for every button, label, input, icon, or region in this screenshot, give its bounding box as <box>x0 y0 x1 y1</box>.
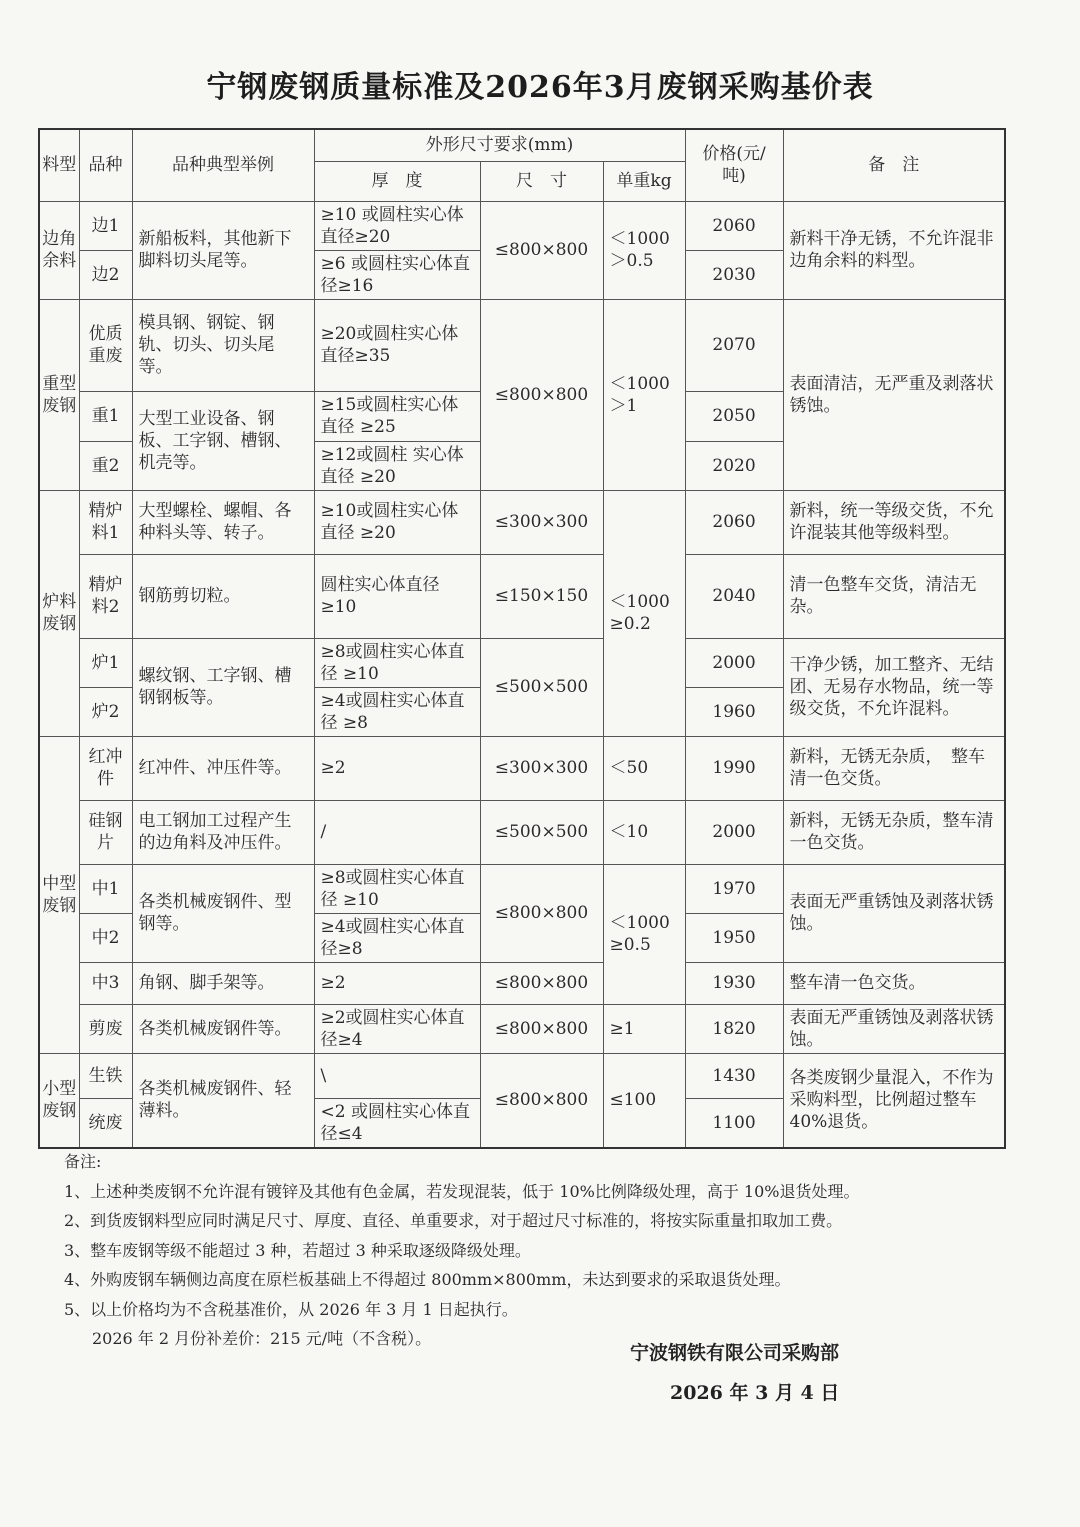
price-cell: 1820 <box>685 1004 783 1053</box>
thickness-cell: ≥12或圆柱 实心体直径 ≥20 <box>314 441 480 490</box>
unit-weight-cell: ＜50 <box>603 736 685 800</box>
remark-cell: 表面无严重锈蚀及剥落状锈蚀。 <box>783 864 1005 962</box>
header-row <box>39 129 1005 161</box>
size-cell: ≤800×800 <box>480 299 603 490</box>
unit-weight-cell: ＜1000 ＞0.5 <box>603 201 685 299</box>
price-cell: 2060 <box>685 490 783 554</box>
unit-weight-cell: ≥1 <box>603 1004 685 1053</box>
page-title: 宁钢废钢质量标准及2026年3月废钢采购基价表 <box>206 70 874 105</box>
size-cell: ≤800×800 <box>480 864 603 962</box>
thickness-cell: ≥10 或圆柱实心体直径≥20 <box>314 201 480 250</box>
examples-cell: 模具钢、钢锭、钢轨、切头、切头尾等。 <box>132 299 314 391</box>
thickness-cell: ≥4或圆柱实心体直径≥8 <box>314 913 480 962</box>
variety-cell: 中1 <box>79 864 132 913</box>
thickness-cell: ≥15或圆柱实心体直径 ≥25 <box>314 391 480 441</box>
price-cell: 2050 <box>685 391 783 441</box>
thickness-cell: ≥8或圆柱实心体直径 ≥10 <box>314 864 480 913</box>
variety-cell: 硅钢片 <box>79 800 132 864</box>
category-cell: 中型废钢 <box>39 736 79 1053</box>
remark-cell: 干净少锈，加工整齐、无结团、无易存水物品，统一等级交货，不允许混料。 <box>783 638 1005 736</box>
table-row <box>39 638 1005 687</box>
thickness-cell: <2 或圆柱实心体直径≤4 <box>314 1098 480 1148</box>
price-cell: 1970 <box>685 864 783 913</box>
price-cell: 2020 <box>685 441 783 490</box>
unit-weight-cell: ＜1000 ≥0.2 <box>603 490 685 736</box>
unit-weight-cell: ＜10 <box>603 800 685 864</box>
category-cell: 边角余料 <box>39 201 79 299</box>
examples-cell: 钢筋剪切粒。 <box>132 554 314 638</box>
table-row <box>39 800 1005 864</box>
size-cell: ≤150×150 <box>480 554 603 638</box>
note-item: 3、整车废钢等级不能超过 3 种，若超过 3 种采取逐级降级处理。 <box>64 1240 531 1260</box>
thickness-cell: ≥2 <box>314 736 480 800</box>
remark-cell: 表面清洁，无严重及剥落状锈蚀。 <box>783 299 1005 490</box>
thickness-cell: / <box>314 800 480 864</box>
table-row <box>39 736 1005 800</box>
variety-cell: 边2 <box>79 250 132 299</box>
table-row <box>39 1053 1005 1098</box>
examples-cell: 各类机械废钢件、型钢等。 <box>132 864 314 962</box>
size-cell: ≤800×800 <box>480 1004 603 1053</box>
remark-cell: 新料干净无锈，不允许混非边角余料的料型。 <box>783 201 1005 299</box>
size-cell: ≤500×500 <box>480 800 603 864</box>
thickness-cell: ≥6 或圆柱实心体直径≥16 <box>314 250 480 299</box>
thickness-cell: ≥8或圆柱实心体直径 ≥10 <box>314 638 480 687</box>
notes-heading: 备注: <box>64 1152 102 1171</box>
header-size: 尺 寸 <box>480 161 603 201</box>
signature-date: 2026 年 3 月 4 日 <box>670 1382 840 1404</box>
price-cell: 1990 <box>685 736 783 800</box>
remark-cell: 各类废钢少量混入，不作为采购料型，比例超过整车40%退货。 <box>783 1053 1005 1148</box>
variety-cell: 优质重废 <box>79 299 132 391</box>
variety-cell: 统废 <box>79 1098 132 1148</box>
unit-weight-cell: ≤100 <box>603 1053 685 1148</box>
variety-cell: 中3 <box>79 962 132 1004</box>
examples-cell: 红冲件、冲压件等。 <box>132 736 314 800</box>
table-row <box>39 864 1005 913</box>
variety-cell: 炉1 <box>79 638 132 687</box>
variety-cell: 边1 <box>79 201 132 250</box>
examples-cell: 大型螺栓、螺帽、各种料头等、转子。 <box>132 490 314 554</box>
price-cell: 1960 <box>685 687 783 736</box>
variety-cell: 重2 <box>79 441 132 490</box>
size-cell: ≤300×300 <box>480 490 603 554</box>
variety-cell: 精炉料1 <box>79 490 132 554</box>
header-unit-weight: 单重kg <box>603 161 685 201</box>
remark-cell: 清一色整车交货，清洁无杂。 <box>783 554 1005 638</box>
price-cell: 2040 <box>685 554 783 638</box>
thickness-cell: ≥2或圆柱实心体直径≥4 <box>314 1004 480 1053</box>
header-thickness: 厚 度 <box>314 161 480 201</box>
variety-cell: 精炉料2 <box>79 554 132 638</box>
size-cell: ≤300×300 <box>480 736 603 800</box>
variety-cell: 剪废 <box>79 1004 132 1053</box>
size-cell: ≤800×800 <box>480 201 603 299</box>
category-cell: 小型废钢 <box>39 1053 79 1148</box>
price-cell: 1930 <box>685 962 783 1004</box>
table-row <box>39 554 1005 638</box>
price-cell: 2060 <box>685 201 783 250</box>
header-remark: 备 注 <box>783 129 1005 201</box>
price-cell: 1100 <box>685 1098 783 1148</box>
notes-section <box>64 1147 1024 1354</box>
category-cell: 炉料废钢 <box>39 490 79 736</box>
size-cell: ≤800×800 <box>480 962 603 1004</box>
examples-cell: 大型工业设备、钢板、工字钢、槽钢、机壳等。 <box>132 391 314 490</box>
header-price: 价格(元/吨) <box>685 129 783 201</box>
note-item: 4、外购废钢车辆侧边高度在原栏板基础上不得超过 800mm×800mm，未达到要求的采取退货处理。 <box>64 1270 791 1289</box>
size-cell: ≤500×500 <box>480 638 603 736</box>
remark-cell: 新料，无锈无杂质， 整车清一色交货。 <box>783 736 1005 800</box>
note-item: 2、到货废钢料型应同时满足尺寸、厚度、直径、单重要求，对于超过尺寸标准的，将按实际重量扣取加工费。 <box>64 1211 843 1230</box>
variety-cell: 生铁 <box>79 1053 132 1098</box>
price-cell: 1430 <box>685 1053 783 1098</box>
header-dimension-group: 外形尺寸要求(mm) <box>314 129 685 161</box>
examples-cell: 电工钢加工过程产生的边角料及冲压件。 <box>132 800 314 864</box>
variety-cell: 重1 <box>79 391 132 441</box>
price-table <box>38 128 1006 1149</box>
remark-cell: 新料，无锈无杂质，整车清一色交货。 <box>783 800 1005 864</box>
price-cell: 2070 <box>685 299 783 391</box>
subsidy-note: 2026 年 2 月份补差价：215 元/吨（不含税）。 <box>92 1329 432 1348</box>
thickness-cell: 圆柱实心体直径≥10 <box>314 554 480 638</box>
table-row <box>39 299 1005 391</box>
variety-cell: 中2 <box>79 913 132 962</box>
table-row <box>39 490 1005 554</box>
note-item: 1、上述种类废钢不允许混有镀锌及其他有色金属，若发现混装，低于 10%比例降级处理，高于 10%退货处理。 <box>64 1181 860 1201</box>
variety-cell: 炉2 <box>79 687 132 736</box>
signature-org: 宁波钢铁有限公司采购部 <box>630 1342 840 1364</box>
thickness-cell: ≥4或圆柱实心体直径 ≥8 <box>314 687 480 736</box>
unit-weight-cell: ＜1000 ≥0.5 <box>603 864 685 1004</box>
remark-cell: 表面无严重锈蚀及剥落状锈蚀。 <box>783 1004 1005 1053</box>
remark-cell: 新料，统一等级交货，不允许混装其他等级料型。 <box>783 490 1005 554</box>
examples-cell: 各类机械废钢件、轻薄料。 <box>132 1053 314 1148</box>
remark-cell: 整车清一色交货。 <box>783 962 1005 1004</box>
price-cell: 2000 <box>685 638 783 687</box>
size-cell: ≤800×800 <box>480 1053 603 1148</box>
note-item: 5、以上价格均为不含税基准价，从 2026 年 3 月 1 日起执行。 <box>64 1299 518 1319</box>
table-row <box>39 201 1005 250</box>
category-cell: 重型废钢 <box>39 299 79 490</box>
thickness-cell: ≥2 <box>314 962 480 1004</box>
examples-cell: 各类机械废钢件等。 <box>132 1004 314 1053</box>
price-cell: 2000 <box>685 800 783 864</box>
unit-weight-cell: ＜1000 ＞1 <box>603 299 685 490</box>
variety-cell: 红冲件 <box>79 736 132 800</box>
table-row <box>39 1004 1005 1053</box>
examples-cell: 新船板料，其他新下脚料切头尾等。 <box>132 201 314 299</box>
examples-cell: 螺纹钢、工字钢、槽钢钢板等。 <box>132 638 314 736</box>
header-category: 料型 <box>39 129 79 201</box>
thickness-cell: ≥20或圆柱实心体直径≥35 <box>314 299 480 391</box>
thickness-cell: ≥10或圆柱实心体直径 ≥20 <box>314 490 480 554</box>
header-examples: 品种典型举例 <box>132 129 314 201</box>
header-variety: 品种 <box>79 129 132 201</box>
thickness-cell: \ <box>314 1053 480 1098</box>
table-row <box>39 962 1005 1004</box>
price-cell: 2030 <box>685 250 783 299</box>
examples-cell: 角钢、脚手架等。 <box>132 962 314 1004</box>
price-cell: 1950 <box>685 913 783 962</box>
